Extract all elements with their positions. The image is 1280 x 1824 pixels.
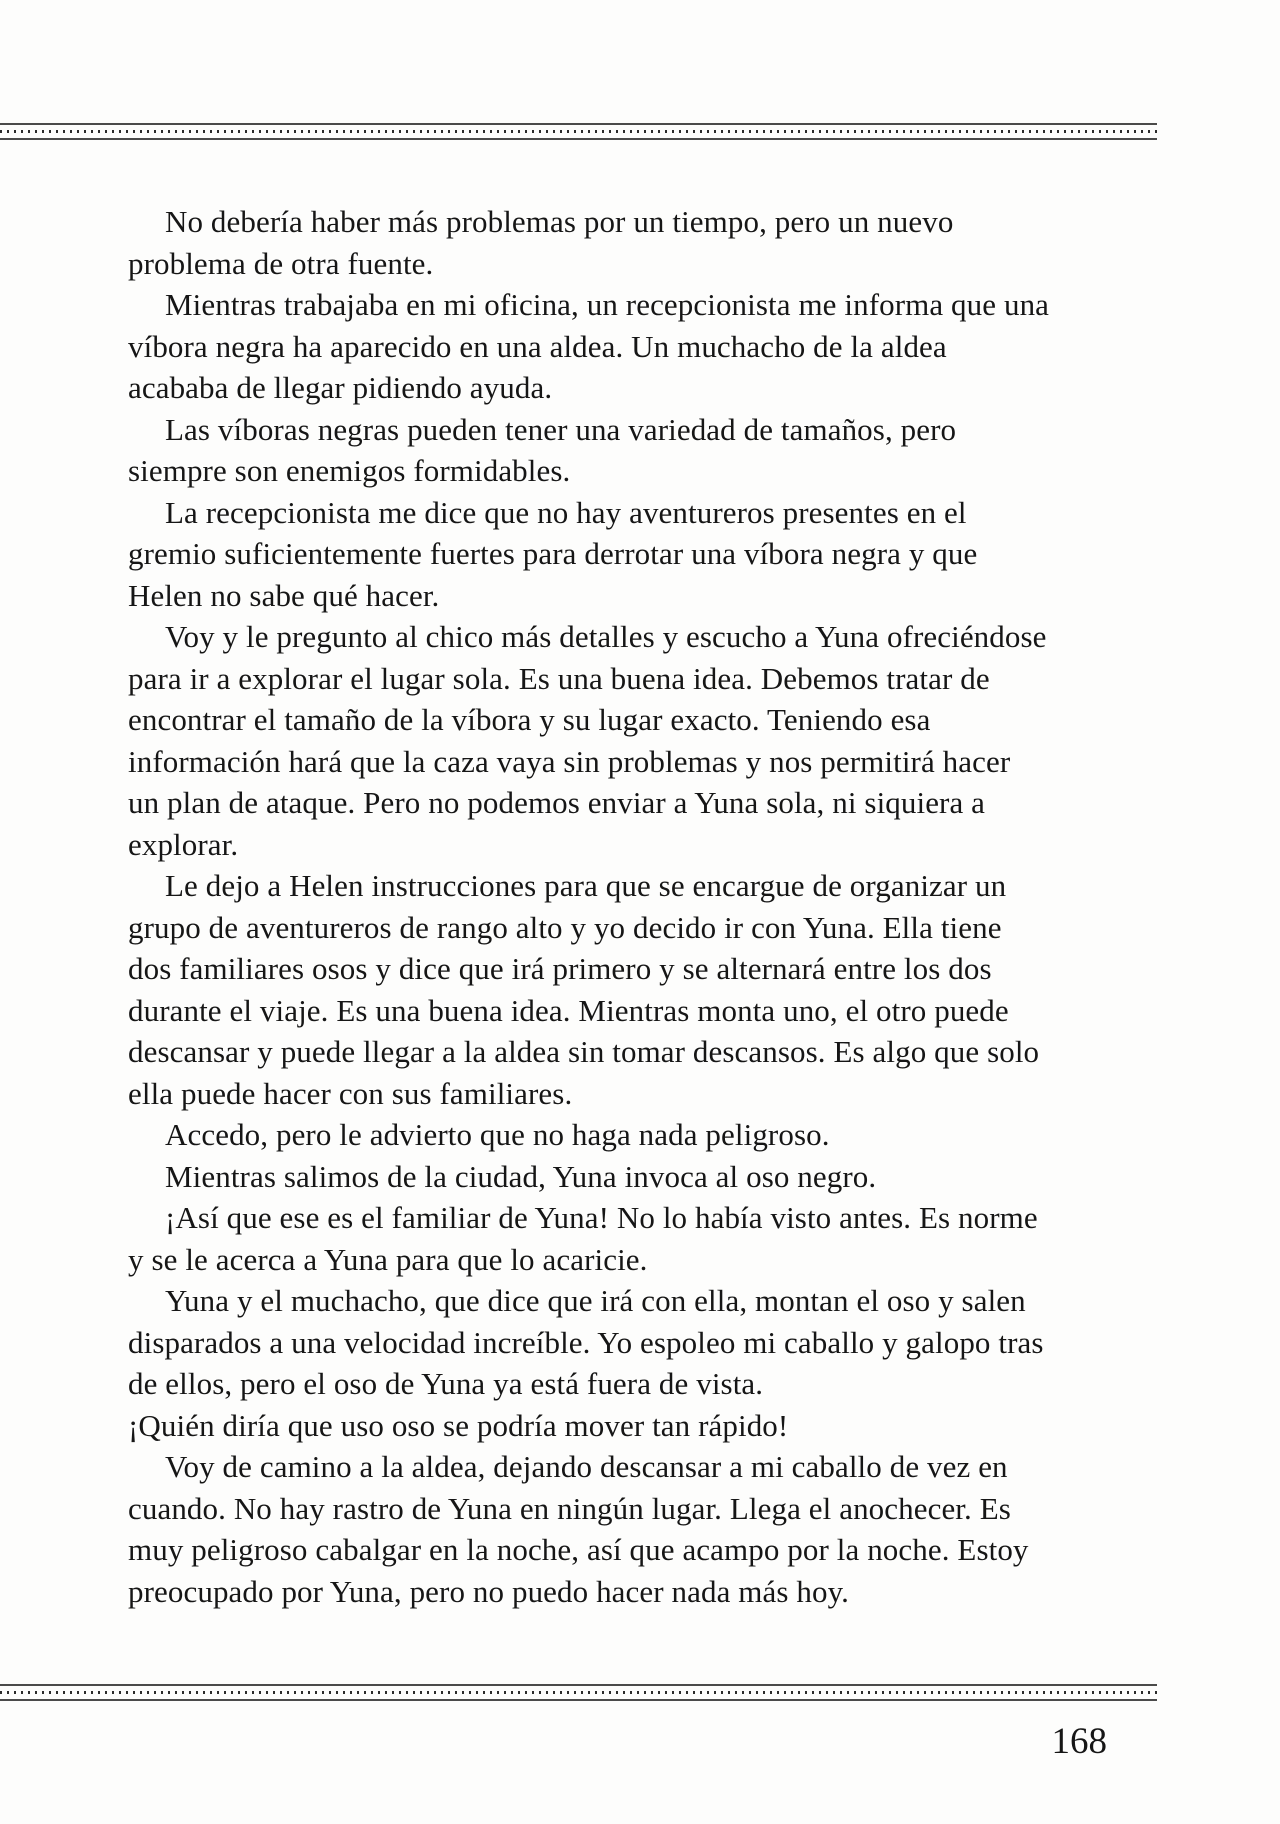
text-line: descansar y puede llegar a la aldea sin tomar descansos. Es algo que solo: [128, 1034, 1040, 1069]
text-line: ¡Quién diría que uso oso se podría mover tan rápido!: [128, 1407, 789, 1443]
text-line: Voy de camino a la aldea, dejando descansar a mi caballo de vez en: [165, 1449, 1008, 1484]
text-line: ella puede hacer con sus familiares.: [128, 1075, 573, 1111]
text-line: No debería haber más problemas por un tiempo, pero un nuevo: [165, 204, 954, 239]
bottom-dotted-line: [0, 1691, 1157, 1694]
text-line: de ellos, pero el oso de Yuna ya está fuera de vista.: [128, 1366, 764, 1401]
top-dotted-line: [0, 130, 1157, 133]
text-line: Helen no sabe qué hacer.: [128, 577, 440, 613]
page-number: 168: [1051, 1721, 1107, 1762]
text-line: Voy y le pregunto al chico más detalles y escucho a Yuna ofreciéndose: [165, 619, 1047, 654]
text-line: disparados a una velocidad increíble. Yo espoleo mi caballo y galopo tras: [128, 1324, 1044, 1360]
text-line: cuando. No hay rastro de Yuna en ningún lugar. Llega el anochecer. Es: [128, 1490, 1011, 1526]
text-line: para ir a explorar el lugar sola. Es una buena idea. Debemos tratar de: [128, 660, 990, 696]
text-line: víbora negra ha aparecido en una aldea. Un muchacho de la aldea: [128, 328, 947, 364]
bottom-border-rule: [0, 1684, 1157, 1701]
text-line: durante el viaje. Es una buena idea. Mientras monta uno, el otro puede: [128, 992, 1009, 1028]
text-line: Mientras salimos de la ciudad, Yuna invoca al oso negro.: [165, 1158, 877, 1194]
text-line: siempre son enemigos formidables.: [128, 453, 571, 488]
text-line: encontrar el tamaño de la víbora y su lugar exacto. Teniendo esa: [128, 702, 931, 737]
text-line: muy peligroso cabalgar en la noche, así que acampo por la noche. Estoy: [128, 1532, 1029, 1567]
text-line: dos familiares osos y dice que irá primero y se alternará entre los dos: [128, 951, 992, 986]
top-border-rule: [0, 123, 1157, 140]
text-line: grupo de aventureros de rango alto y yo decido ir con Yuna. Ella tiene: [128, 909, 1002, 945]
text-line: Mientras trabajaba en mi oficina, un recepcionista me informa que una: [165, 287, 1050, 322]
text-line: Accedo, pero le advierto que no haga nada peligroso.: [165, 1117, 830, 1152]
text-line: preocupado por Yuna, pero no puedo hacer nada más hoy.: [128, 1573, 850, 1609]
text-line: y se le acerca a Yuna para que lo acaricie.: [128, 1241, 648, 1277]
page-text: [128, 201, 1163, 1612]
text-line: La recepcionista me dice que no hay aventureros presentes en el: [165, 494, 967, 530]
text-line: un plan de ataque. Pero no podemos enviar a Yuna sola, ni siquiera a: [128, 785, 986, 820]
text-line: Las víboras negras pueden tener una variedad de tamaños, pero: [165, 411, 957, 447]
text-line: problema de otra fuente.: [128, 245, 434, 281]
text-line: ¡Así que ese es el familiar de Yuna! No lo había visto antes. Es norme: [165, 1200, 1038, 1235]
text-line: gremio suficientemente fuertes para derrotar una víbora negra y que: [128, 536, 978, 571]
text-line: información hará que la caza vaya sin problemas y nos permitirá hacer: [128, 743, 1011, 779]
text-line: acababa de llegar pidiendo ayuda.: [128, 370, 553, 405]
text-line: Yuna y el muchacho, que dice que irá con ella, montan el oso y salen: [165, 1283, 1026, 1318]
text-line: explorar.: [128, 826, 239, 862]
text-line: Le dejo a Helen instrucciones para que se encargue de organizar un: [165, 868, 1007, 903]
